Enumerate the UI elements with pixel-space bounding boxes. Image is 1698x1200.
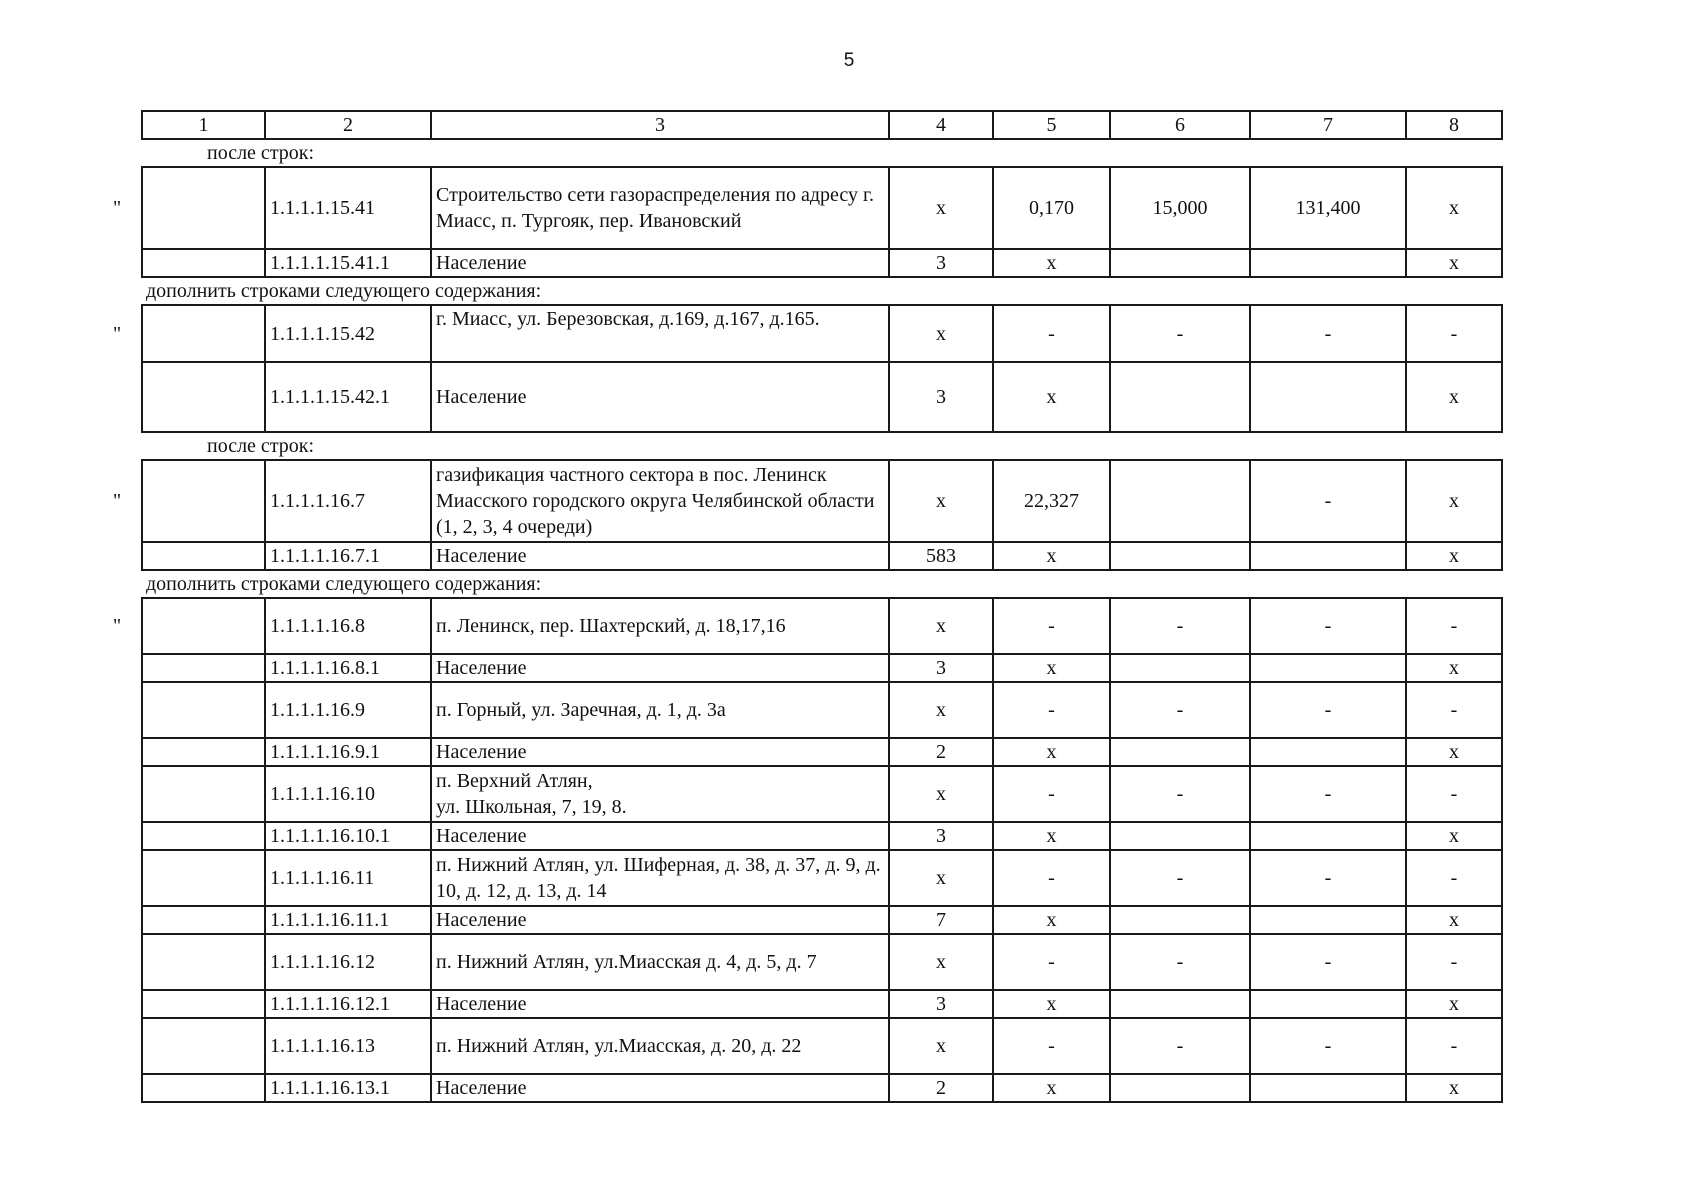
code-cell: 1.1.1.1.15.41.1 [265,249,431,277]
col4-cell: x [889,682,993,738]
col7-cell [1250,1074,1406,1102]
col4-cell: 3 [889,654,993,682]
col4-cell: 2 [889,738,993,766]
code-cell: 1.1.1.1.16.12 [265,934,431,990]
col4-cell: x [889,460,993,542]
blank-cell [142,766,265,822]
col8-cell: - [1406,766,1502,822]
blank-cell [113,460,265,542]
quote-mark: " [113,322,122,345]
col7-cell [1250,822,1406,850]
col5-cell: x [993,738,1110,766]
blank-cell [142,249,265,277]
header-cell: 2 [265,111,431,139]
col8-cell: - [1406,1018,1502,1074]
code-cell: 1.1.1.1.16.9.1 [265,738,431,766]
description-cell: Население [431,362,889,432]
col8-cell: x [1406,906,1502,934]
description-cell: Население [431,1074,889,1102]
blank-cell [142,822,265,850]
section-note-row [142,570,1502,598]
col7-cell [1250,249,1406,277]
col7-cell [1250,542,1406,570]
col5-cell: 22,327 [993,460,1110,542]
code-cell: 1.1.1.1.15.42.1 [265,362,431,432]
code-cell: 1.1.1.1.16.9 [265,682,431,738]
blank-cell [142,990,265,1018]
col8-cell: - [1406,934,1502,990]
code-cell: 1.1.1.1.16.10.1 [265,822,431,850]
col5-cell: x [993,542,1110,570]
col4-cell: x [889,1018,993,1074]
header-cell: 1 [142,111,265,139]
col6-cell [1110,1074,1250,1102]
col6-cell [1110,822,1250,850]
col5-cell: x [993,1074,1110,1102]
col6-cell [1110,906,1250,934]
col4-cell: x [889,167,993,249]
blank-cell [142,934,265,990]
section-note: после строк: [207,435,315,457]
table-row [142,305,1502,362]
blank-cell [142,738,265,766]
blank-cell [142,906,265,934]
col7-cell: - [1250,682,1406,738]
description-cell: Население [431,906,889,934]
col7-cell [1250,990,1406,1018]
col5-cell: - [993,682,1110,738]
col6-cell [1110,542,1250,570]
description-cell: г. Миасс, ул. Березовская, д.169, д.167, д.165. [431,305,889,362]
section-note-cell [142,432,1502,460]
header-cell: 7 [1250,111,1406,139]
table-row [142,766,1502,822]
header-row [142,111,1502,139]
col4-cell: 2 [889,1074,993,1102]
section-note: дополнить строками следующего содержания: [146,573,542,595]
col6-cell [1110,738,1250,766]
col5-cell: x [993,906,1110,934]
col5-cell: x [993,822,1110,850]
col7-cell: - [1250,934,1406,990]
description-cell: Население [431,990,889,1018]
col5-cell: 0,170 [993,167,1110,249]
header-cell: 6 [1110,111,1250,139]
code-cell: 1.1.1.1.16.12.1 [265,990,431,1018]
col8-cell: x [1406,460,1502,542]
table-row [142,934,1502,990]
col8-cell: x [1406,738,1502,766]
col6-cell: - [1110,766,1250,822]
section-note: после строк: [207,142,315,164]
col7-cell: - [1250,850,1406,906]
description-cell: Население [431,738,889,766]
header-cell: 8 [1406,111,1502,139]
col6-cell [1110,460,1250,542]
blank-cell [142,1074,265,1102]
code-cell: 1.1.1.1.15.42 [265,305,431,362]
code-cell: 1.1.1.1.15.41 [265,167,431,249]
blank-cell [113,305,265,362]
col6-cell: - [1110,1018,1250,1074]
col5-cell: x [993,990,1110,1018]
col5-cell: - [993,934,1110,990]
code-cell: 1.1.1.1.16.7.1 [265,542,431,570]
table-row [142,654,1502,682]
description-cell: Население [431,542,889,570]
description-cell: п. Нижний Атлян, ул.Миасская д. 4, д. 5, д. 7 [431,934,889,990]
col6-cell: - [1110,682,1250,738]
col4-cell: x [889,766,993,822]
code-cell: 1.1.1.1.16.13 [265,1018,431,1074]
col6-cell [1110,362,1250,432]
col8-cell: x [1406,167,1502,249]
col6-cell: - [1110,850,1250,906]
description-cell: Население [431,822,889,850]
blank-cell [142,542,265,570]
table-row [142,906,1502,934]
blank-cell [142,682,265,738]
table-row [142,460,1502,542]
col7-cell [1250,738,1406,766]
description-cell: п. Нижний Атлян, ул.Миасская, д. 20, д. 22 [431,1018,889,1074]
description-cell: Строительство сети газораспределения по адресу г. Миасс, п. Тургояк, пер. Ивановский [431,167,889,249]
table-row [142,1018,1502,1074]
page-number: 5 [843,50,855,71]
col8-cell: x [1406,990,1502,1018]
col5-cell: - [993,305,1110,362]
col8-cell: - [1406,598,1502,654]
section-note-cell [142,277,1502,305]
blank-cell [142,654,265,682]
table-row [142,682,1502,738]
col7-cell: - [1250,766,1406,822]
col6-cell: - [1110,934,1250,990]
col8-cell: x [1406,654,1502,682]
section-note-row [142,432,1502,460]
col5-cell: x [993,362,1110,432]
code-cell: 1.1.1.1.16.13.1 [265,1074,431,1102]
description-cell: п. Верхний Атлян, ул. Школьная, 7, 19, 8. [431,766,889,822]
col5-cell: x [993,654,1110,682]
col7-cell: - [1250,598,1406,654]
blank-cell [142,850,265,906]
col5-cell: - [993,766,1110,822]
blank-cell [142,1018,265,1074]
table-row [142,167,1502,249]
table-row [142,990,1502,1018]
table-row [142,542,1502,570]
table-row [142,850,1502,906]
code-cell: 1.1.1.1.16.11.1 [265,906,431,934]
section-note-row [142,277,1502,305]
quote-mark: " [113,490,122,512]
col8-cell: x [1406,249,1502,277]
col8-cell: x [1406,822,1502,850]
code-cell: 1.1.1.1.16.8.1 [265,654,431,682]
col4-cell: 3 [889,249,993,277]
col7-cell [1250,906,1406,934]
col6-cell [1110,990,1250,1018]
col4-cell: 583 [889,542,993,570]
description-cell: газификация частного сектора в пос. Ленинск Миасского городского округа Челябинской области (1, 2, 3, 4 очереди) [431,460,889,542]
description-cell: Население [431,654,889,682]
col7-cell: - [1250,460,1406,542]
blank-cell [113,598,265,654]
section-note-cell [142,139,1502,167]
col5-cell: - [993,1018,1110,1074]
col4-cell: 7 [889,906,993,934]
col7-cell [1250,362,1406,432]
col4-cell: 3 [889,822,993,850]
col8-cell: x [1406,542,1502,570]
col5-cell: - [993,850,1110,906]
col4-cell: 3 [889,362,993,432]
col6-cell [1110,654,1250,682]
col4-cell: x [889,934,993,990]
col7-cell: 131,400 [1250,167,1406,249]
section-note-row [142,139,1502,167]
col6-cell: 15,000 [1110,167,1250,249]
col7-cell: - [1250,1018,1406,1074]
col8-cell: - [1406,850,1502,906]
col6-cell: - [1110,305,1250,362]
header-cell: 4 [889,111,993,139]
col8-cell: x [1406,1074,1502,1102]
section-note: дополнить строками следующего содержания: [146,280,542,302]
col4-cell: x [889,598,993,654]
description-cell: п. Ленинск, пер. Шахтерский, д. 18,17,16 [431,598,889,654]
blank-cell [113,167,265,249]
col4-cell: 3 [889,990,993,1018]
code-cell: 1.1.1.1.16.8 [265,598,431,654]
table-row [142,249,1502,277]
table-row [142,822,1502,850]
description-cell: Население [431,249,889,277]
table-row [142,362,1502,432]
col6-cell [1110,249,1250,277]
description-cell: п. Горный, ул. Заречная, д. 1, д. 3а [431,682,889,738]
code-cell: 1.1.1.1.16.11 [265,850,431,906]
col8-cell: - [1406,305,1502,362]
col4-cell: x [889,850,993,906]
section-note-cell [142,570,1502,598]
col5-cell: - [993,598,1110,654]
col7-cell: - [1250,305,1406,362]
amendment-table [113,110,1503,1103]
table-row [142,598,1502,654]
col7-cell [1250,654,1406,682]
table-row [142,738,1502,766]
col8-cell: - [1406,682,1502,738]
col8-cell: x [1406,362,1502,432]
blank-cell [142,362,265,432]
quote-mark: " [113,197,122,219]
code-cell: 1.1.1.1.16.7 [265,460,431,542]
code-cell: 1.1.1.1.16.10 [265,766,431,822]
table-row [142,1074,1502,1102]
col5-cell: x [993,249,1110,277]
description-cell: п. Нижний Атлян, ул. Шиферная, д. 38, д. 37, д. 9, д. 10, д. 12, д. 13, д. 14 [431,850,889,906]
col6-cell: - [1110,598,1250,654]
col4-cell: x [889,305,993,362]
quote-mark: " [113,615,122,637]
header-cell: 3 [431,111,889,139]
header-cell: 5 [993,111,1110,139]
